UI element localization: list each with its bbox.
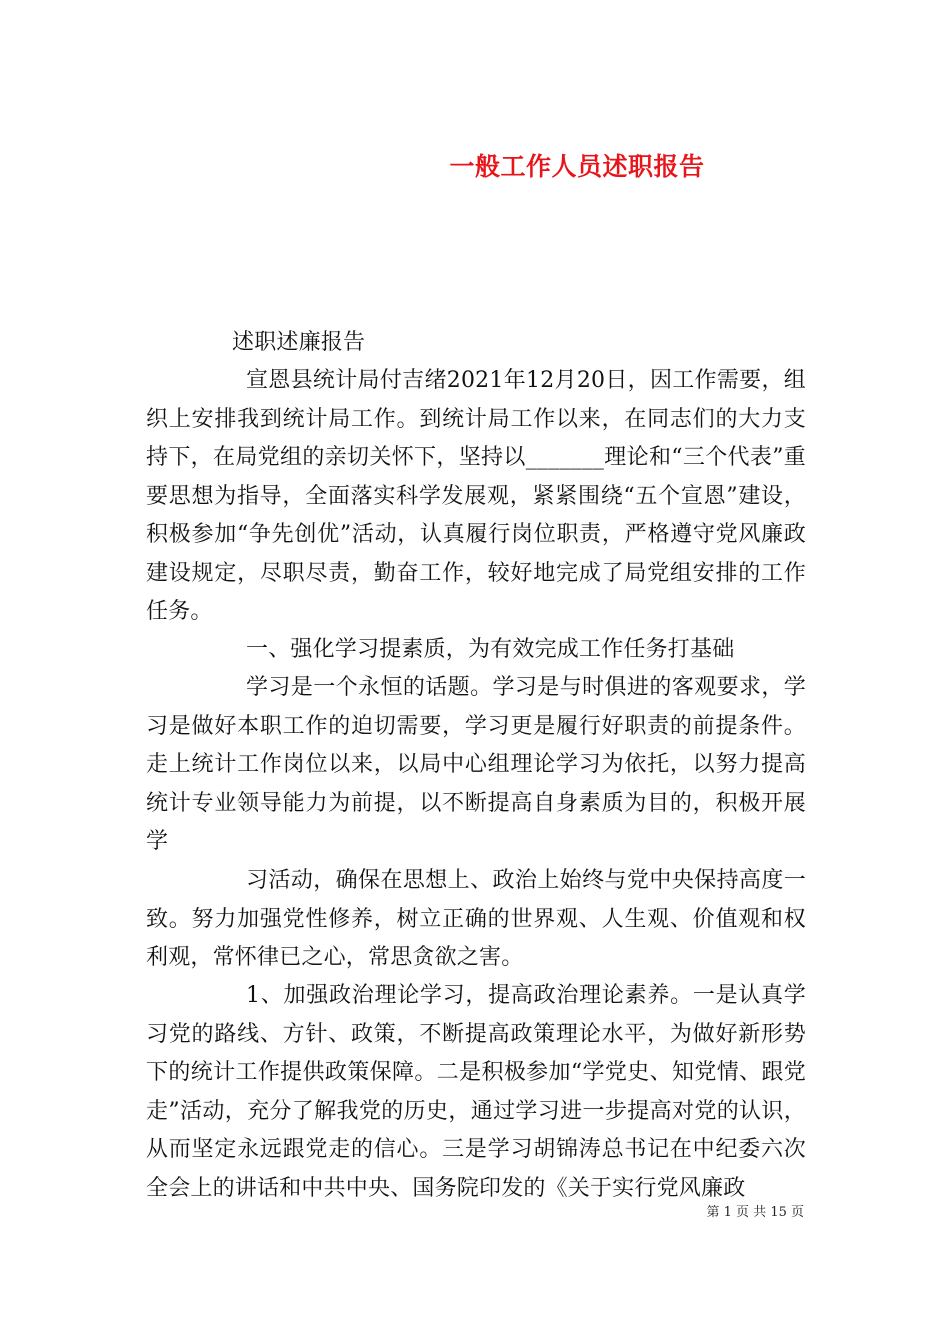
document-title: 一般工作人员述职报告 xyxy=(449,151,705,181)
paragraph-intro: 宣恩县统计局付吉绪2021年12月20日，因工作需要，组织上安排我到统计局工作。到统计局工作以来，在同志们的大力支持下，在局党组的亲切关怀下，坚持以_______理论和“三个代表”重要思想为指导，全面落实科学发展观，紧紧围绕“五个宣恩”建设，积极参加“争先创优”活动，认真履行岗位职责，严格遵守党风廉政建设规定，尽职尽责，勤奋工作，较好地完成了局党组安排的工作任务。 xyxy=(146,368,806,624)
page-number: 第 1 页 共 15 页 xyxy=(706,1205,804,1220)
report-subtitle: 述职述廉报告 xyxy=(232,330,366,355)
paragraph-study-2: 习活动，确保在思想上、政治上始终与党中央保持高度一致。努力加强党性修养，树立正确的世界观、人生观、价值观和权利观，常怀律已之心，常思贪欲之害。 xyxy=(146,868,806,970)
paragraph-study-1: 学习是一个永恒的话题。学习是与时俱进的客观要求，学习是做好本职工作的迫切需要，学习更是履行好职责的前提条件。走上统计工作岗位以来，以局中心组理论学习为依托，以努力提高统计专业领导能力为前提，以不断提高自身素质为目的，积极开展学 xyxy=(146,675,806,854)
section-heading-1: 一、强化学习提素质，为有效完成工作任务打基础 xyxy=(246,637,735,662)
paragraph-political-study: 1、加强政治理论学习，提高政治理论素养。一是认真学习党的路线、方针、政策，不断提高政策理论水平，为做好新形势下的统计工作提供政策保障。二是积极参加“学党史、知党情、跟党走”活动，充分了解我党的历史，通过学习进一步提高对党的认识，从而坚定永远跟党走的信心。三是学习胡锦涛总书记在中纪委六次全会上的讲话和中共中央、国务院印发的《关于实行党风廉政 xyxy=(146,983,806,1201)
